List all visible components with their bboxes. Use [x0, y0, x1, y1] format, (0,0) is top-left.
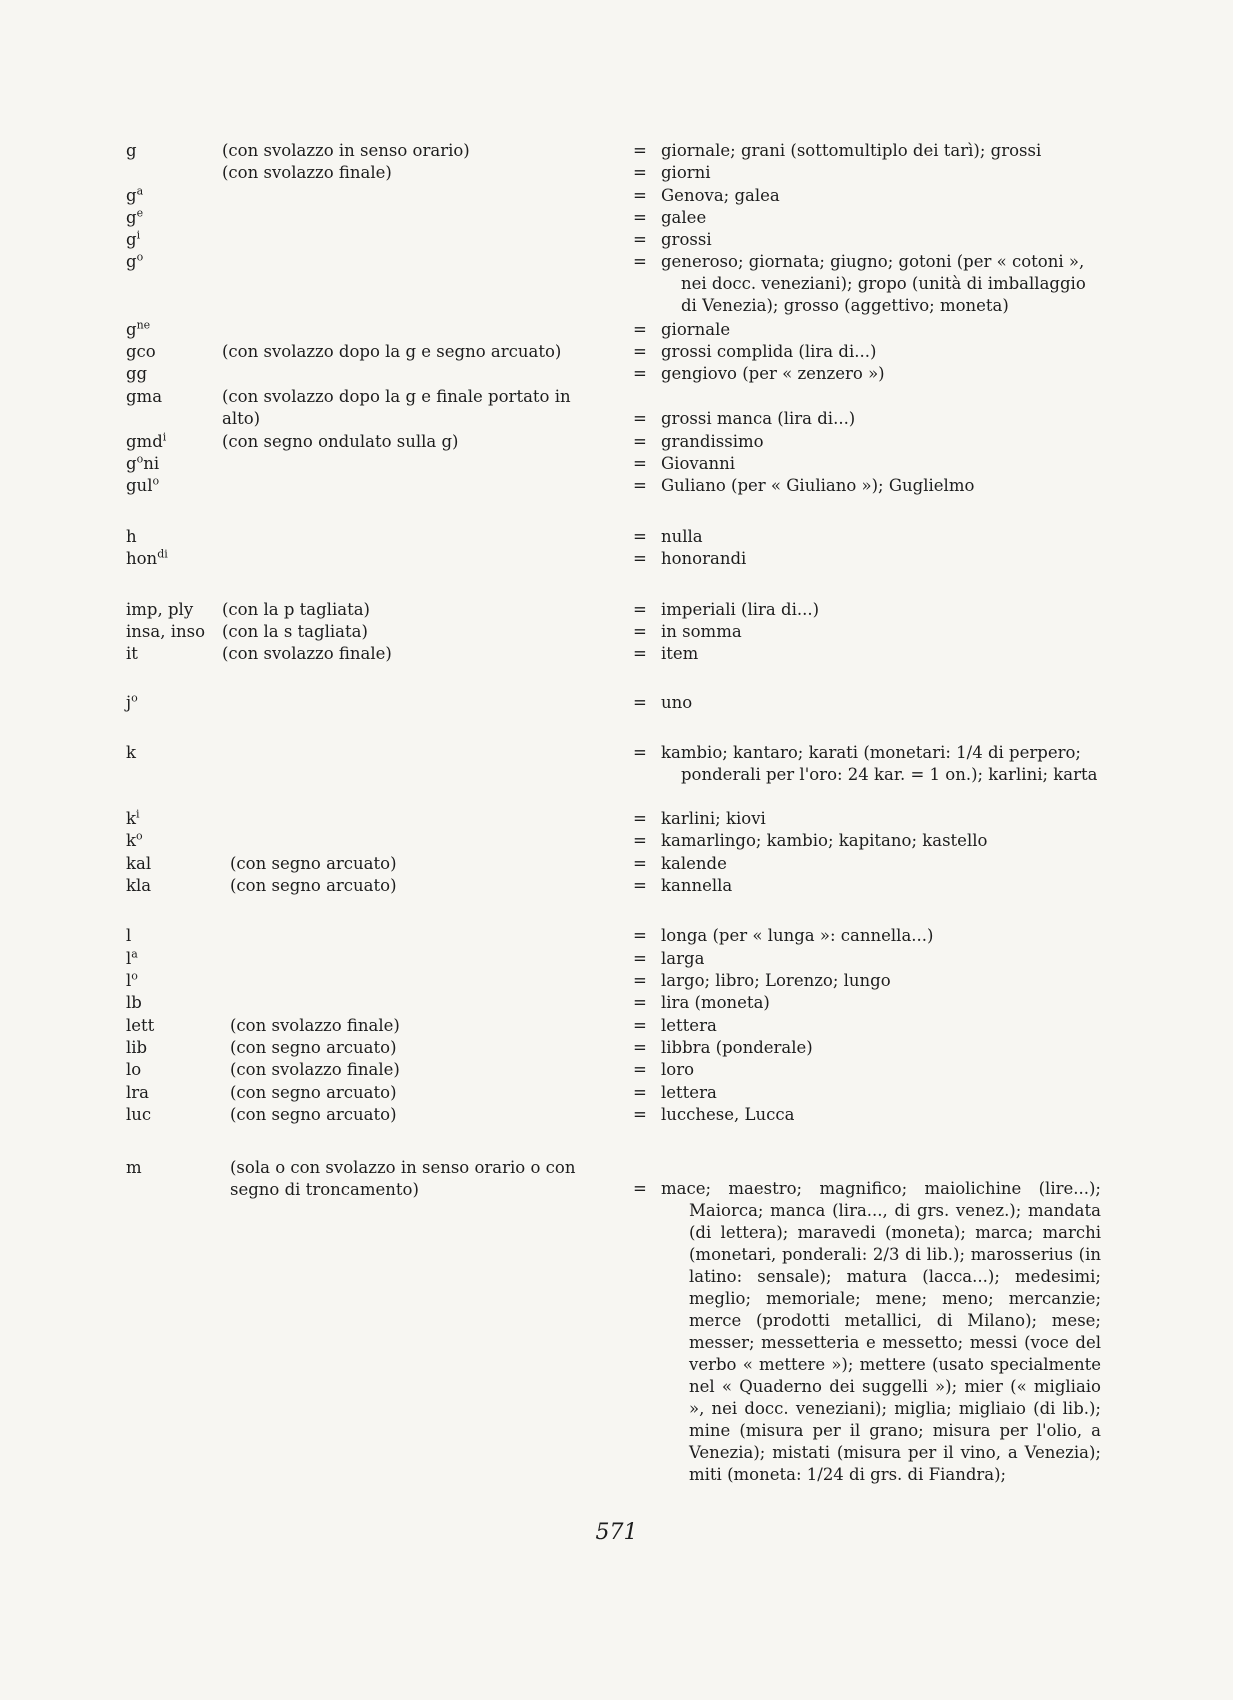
meaning [661, 251, 1091, 317]
abbreviation: gul$^o$ [126, 474, 160, 495]
note: (sola o con svolazzo in senso orario o con segno di troncamento) [230, 1158, 576, 1199]
note: (con svolazzo dopo la g e segno arcuato) [222, 342, 562, 361]
abbreviation: l [126, 926, 132, 945]
equals-sign: = [633, 854, 647, 873]
equals-sign: = [633, 208, 647, 227]
equals-sign: = [633, 342, 647, 361]
equals-sign: = [633, 1016, 647, 1035]
equals-sign: = [633, 409, 647, 428]
equals-sign: = [633, 600, 647, 619]
abbreviation: gco [126, 342, 156, 361]
equals-sign: = [633, 364, 647, 383]
meaning-text: generoso; giornata; giugno; gotoni (per « cotoni », nei docc. veneziani); gropo (unità di imballaggio di Venezia); grosso (aggettivo; moneta) [661, 252, 1086, 315]
meaning: giornale; grani (sottomultiplo dei tarì); grossi [661, 141, 1042, 160]
meaning: longa (per « lunga »: cannella...) [661, 926, 934, 945]
abbreviation: lb [126, 993, 142, 1012]
equals-sign: = [633, 527, 647, 546]
abbreviation: $l^a$ [126, 947, 138, 968]
note: (con svolazzo dopo la g e finale portato in alto) [222, 387, 571, 428]
equals-sign: = [633, 163, 647, 182]
abbreviation: $g^a$ [126, 184, 144, 205]
meaning: galee [661, 208, 707, 227]
abbreviation: $g^e$ [126, 206, 144, 227]
abbreviation: $g^i$ [126, 228, 141, 249]
page-number: 571 [595, 1520, 638, 1545]
equals-sign: = [633, 186, 647, 205]
meaning-text: mace; maestro; magnifico; maiolichine (lire...); Maiorca; manca (lira..., di grs. venez.); mandata (di lettera); maravedi (moneta); marca; marchi (monetari, ponderali: 2/3 di lib.); marosserius (in latino: sensale); matura (lacca...); medesimi; meglio; memoriale; mene; meno; mercanzie; merce (prodotti metallici, di Milano); mese; messer; messetteria e messetto; messi (voce del verbo « mettere »); mettere (usato specialmente nel « Quaderno dei suggelli »); mier (« migliaio », nei docc. veneziani); miglia; migliaio (di lib.); mine (misura per il grano; misura per l'olio, a Venezia); mistati (misura per il vino, a Venezia); miti (moneta: 1/24 di grs. di Fiandra); [661, 1179, 1101, 1484]
meaning-text: kambio; kantaro; karati (monetari: 1/4 di perpero; ponderali per l'oro: 24 kar. = 1 on.); karlini; karta [661, 743, 1098, 784]
meaning: grossi manca (lira di...) [661, 409, 856, 428]
abbreviation: m [126, 1158, 142, 1177]
abbreviation: lib [126, 1038, 148, 1057]
equals-sign: = [633, 949, 647, 968]
note: (con svolazzo finale) [222, 644, 392, 663]
meaning: kamarlingo; kambio; kapitano; kastello [661, 831, 988, 850]
note: (con segno arcuato) [230, 1105, 397, 1124]
equals-sign: = [633, 230, 647, 249]
equals-sign: = [633, 1060, 647, 1079]
meaning: kannella [661, 876, 733, 895]
equals-sign: = [633, 454, 647, 473]
meaning: grossi [661, 230, 712, 249]
abbreviation: luc [126, 1105, 152, 1124]
abbreviation: h [126, 527, 137, 546]
meaning: gengiovo (per « zenzero ») [661, 364, 885, 383]
meaning: lira (moneta) [661, 993, 770, 1012]
note: (con svolazzo finale) [230, 1016, 400, 1035]
equals-sign: = [633, 476, 647, 495]
meaning: giornale [661, 320, 731, 339]
note: (con svolazzo in senso orario) [222, 141, 470, 160]
note: (con svolazzo finale) [230, 1060, 400, 1079]
abbreviation: kal [126, 854, 152, 873]
abbreviation: k [126, 743, 136, 762]
meaning: grossi complida (lira di...) [661, 342, 877, 361]
abbreviation: lra [126, 1083, 150, 1102]
note: (con segno arcuato) [230, 1083, 397, 1102]
equals-sign: = [633, 876, 647, 895]
meaning: Genova; galea [661, 186, 780, 205]
meaning: lettera [661, 1016, 717, 1035]
abbreviation: g [126, 141, 137, 160]
abbreviation: $g^oni$ [126, 452, 160, 473]
equals-sign: = [633, 809, 647, 828]
meaning: lucchese, Lucca [661, 1105, 795, 1124]
abbreviation: imp, ply [126, 600, 194, 619]
meaning: giorni [661, 163, 711, 182]
equals-sign: = [633, 549, 647, 568]
abbreviation: $j^o$ [126, 691, 138, 712]
equals-sign: = [633, 1083, 647, 1102]
equals-sign: = [633, 993, 647, 1012]
equals-sign: = [633, 693, 647, 712]
meaning [661, 1178, 1101, 1486]
equals-sign: = [633, 971, 647, 990]
abbreviation: lett [126, 1016, 155, 1035]
abbreviation: $g^{ne}$ [126, 318, 151, 339]
abbreviation: gmd$^i$ [126, 430, 167, 451]
equals-sign: = [633, 1038, 647, 1057]
note: (con segno arcuato) [230, 1038, 397, 1057]
equals-sign: = [633, 320, 647, 339]
abbreviation: insa, inso [126, 622, 206, 641]
meaning: item [661, 644, 699, 663]
meaning [661, 742, 1101, 786]
abbreviation: lo [126, 1060, 142, 1079]
meaning: loro [661, 1060, 695, 1079]
meaning: uno [661, 693, 693, 712]
equals-sign: = [633, 926, 647, 945]
abbreviation: $l^o$ [126, 969, 138, 990]
meaning: honorandi [661, 549, 747, 568]
note: (con segno arcuato) [230, 876, 397, 895]
equals-sign: = [633, 831, 647, 850]
note: (con la p tagliata) [222, 600, 370, 619]
equals-sign: = [633, 252, 647, 271]
abbreviation: gg [126, 364, 148, 383]
meaning: in somma [661, 622, 742, 641]
equals-sign: = [633, 432, 647, 451]
meaning: imperiali (lira di...) [661, 600, 820, 619]
note: (con svolazzo finale) [222, 163, 392, 182]
meaning: larga [661, 949, 705, 968]
meaning: grandissimo [661, 432, 764, 451]
equals-sign: = [633, 141, 647, 160]
abbreviation: kla [126, 876, 152, 895]
abbreviation: $k^o$ [126, 829, 143, 850]
meaning: Guliano (per « Giuliano »); Guglielmo [661, 476, 975, 495]
equals-sign: = [633, 622, 647, 641]
abbreviation: gma [126, 387, 163, 406]
meaning: libbra (ponderale) [661, 1038, 813, 1057]
meaning: lettera [661, 1083, 717, 1102]
abbreviation: $k^i$ [126, 807, 140, 828]
note: (con segno arcuato) [230, 854, 397, 873]
meaning: Giovanni [661, 454, 736, 473]
equals-sign: = [633, 1179, 647, 1198]
meaning: karlini; kiovi [661, 809, 766, 828]
meaning: largo; libro; Lorenzo; lungo [661, 971, 891, 990]
note: (con segno ondulato sulla g) [222, 432, 459, 451]
equals-sign: = [633, 743, 647, 762]
equals-sign: = [633, 644, 647, 663]
note: (con la s tagliata) [222, 622, 368, 641]
meaning: kalende [661, 854, 727, 873]
meaning: nulla [661, 527, 703, 546]
abbreviation: $g^o$ [126, 250, 144, 271]
abbreviation: hon$^{di}$ [126, 547, 168, 568]
equals-sign: = [633, 1105, 647, 1124]
abbreviation: it [126, 644, 138, 663]
